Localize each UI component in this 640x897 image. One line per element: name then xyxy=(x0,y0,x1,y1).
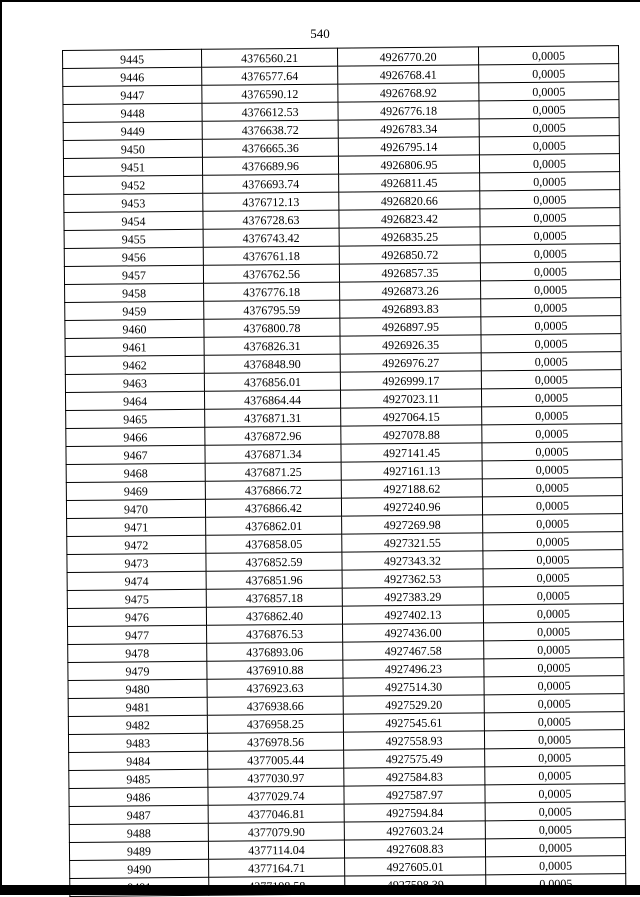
y-coordinate-cell: 4926770.20 xyxy=(337,47,478,66)
point-number-cell: 9459 xyxy=(65,301,204,320)
point-number-cell: 9469 xyxy=(66,481,205,500)
y-coordinate-cell: 4927608.83 xyxy=(344,839,485,858)
x-coordinate-cell: 4376762.56 xyxy=(203,264,339,283)
y-coordinate-cell: 4926783.34 xyxy=(338,119,479,138)
y-coordinate-cell: 4927269.98 xyxy=(342,515,483,534)
y-coordinate-cell: 4926850.72 xyxy=(339,245,480,264)
x-coordinate-cell: 4376893.06 xyxy=(207,642,343,661)
y-coordinate-cell: 4927064.15 xyxy=(341,407,482,426)
point-number-cell: 9485 xyxy=(69,769,208,788)
point-number-cell: 9468 xyxy=(66,463,205,482)
deviation-cell: 0,0005 xyxy=(485,784,625,803)
point-number-cell: 9473 xyxy=(67,553,206,572)
deviation-cell: 0,0005 xyxy=(482,424,622,443)
y-coordinate-cell: 4926893.83 xyxy=(340,299,481,318)
x-coordinate-cell: 4377079.90 xyxy=(208,822,344,841)
x-coordinate-cell: 4376826.31 xyxy=(204,336,340,355)
deviation-cell: 0,0005 xyxy=(484,658,624,677)
point-number-cell: 9472 xyxy=(67,535,206,554)
deviation-cell: 0,0005 xyxy=(479,82,619,101)
x-coordinate-cell: 4376689.96 xyxy=(202,156,338,175)
x-coordinate-cell: 4377164.71 xyxy=(209,858,345,877)
point-number-cell: 9463 xyxy=(65,373,204,392)
deviation-cell: 0,0005 xyxy=(485,820,625,839)
point-number-cell: 9491 xyxy=(70,877,209,896)
deviation-cell: 0,0005 xyxy=(482,496,622,515)
point-number-cell: 9488 xyxy=(69,823,208,842)
coordinates-table-body xyxy=(63,46,626,897)
x-coordinate-cell: 4376848.90 xyxy=(204,354,340,373)
point-number-cell: 9457 xyxy=(64,265,203,284)
x-coordinate-cell: 4376910.88 xyxy=(207,660,343,679)
deviation-cell: 0,0005 xyxy=(480,190,620,209)
point-number-cell: 9465 xyxy=(66,409,205,428)
deviation-cell: 0,0005 xyxy=(480,208,620,227)
x-coordinate-cell: 4376857.18 xyxy=(206,588,342,607)
y-coordinate-cell: 4927240.96 xyxy=(341,497,482,516)
point-number-cell: 9458 xyxy=(65,283,204,302)
x-coordinate-cell: 4376858.05 xyxy=(206,534,342,553)
coordinates-table-wrapper xyxy=(62,45,621,897)
x-coordinate-cell: 4376871.31 xyxy=(205,408,341,427)
y-coordinate-cell: 4927078.88 xyxy=(341,425,482,444)
point-number-cell: 9486 xyxy=(69,787,208,806)
deviation-cell: 0,0005 xyxy=(478,46,618,65)
y-coordinate-cell: 4927141.45 xyxy=(341,443,482,462)
point-number-cell: 9481 xyxy=(68,697,207,716)
point-number-cell: 9476 xyxy=(67,607,206,626)
point-number-cell: 9471 xyxy=(67,517,206,536)
point-number-cell: 9451 xyxy=(63,157,202,176)
x-coordinate-cell: 4376923.63 xyxy=(207,678,343,697)
x-coordinate-cell: 4376612.53 xyxy=(202,102,338,121)
deviation-cell: 0,0005 xyxy=(485,838,625,857)
point-number-cell: 9447 xyxy=(63,85,202,104)
point-number-cell: 9455 xyxy=(64,229,203,248)
x-coordinate-cell: 4377198.58 xyxy=(209,876,345,895)
x-coordinate-cell: 4377046.81 xyxy=(208,804,344,823)
y-coordinate-cell: 4926811.45 xyxy=(339,173,480,192)
deviation-cell: 0,0005 xyxy=(479,100,619,119)
deviation-cell: 0,0005 xyxy=(482,478,622,497)
point-number-cell: 9484 xyxy=(69,751,208,770)
coordinates-table xyxy=(62,45,626,897)
x-coordinate-cell: 4376862.01 xyxy=(206,516,342,535)
deviation-cell: 0,0005 xyxy=(480,172,620,191)
y-coordinate-cell: 4926926.35 xyxy=(340,335,481,354)
deviation-cell: 0,0005 xyxy=(481,316,621,335)
deviation-cell: 0,0005 xyxy=(483,532,623,551)
deviation-cell: 0,0005 xyxy=(479,154,619,173)
x-coordinate-cell: 4376665.36 xyxy=(202,138,338,157)
point-number-cell: 9474 xyxy=(67,571,206,590)
x-coordinate-cell: 4376590.12 xyxy=(202,84,338,103)
x-coordinate-cell: 4377005.44 xyxy=(208,750,344,769)
x-coordinate-cell: 4376852.59 xyxy=(206,552,342,571)
deviation-cell: 0,0005 xyxy=(484,640,624,659)
deviation-cell: 0,0005 xyxy=(481,334,621,353)
y-coordinate-cell: 4927436.00 xyxy=(343,623,484,642)
y-coordinate-cell: 4927529.20 xyxy=(343,695,484,714)
x-coordinate-cell: 4376761.18 xyxy=(203,246,339,265)
point-number-cell: 9480 xyxy=(68,679,207,698)
point-number-cell: 9460 xyxy=(65,319,204,338)
point-number-cell: 9462 xyxy=(65,355,204,374)
y-coordinate-cell: 4926795.14 xyxy=(338,137,479,156)
y-coordinate-cell: 4926873.26 xyxy=(340,281,481,300)
point-number-cell: 9477 xyxy=(68,625,207,644)
x-coordinate-cell: 4376776.18 xyxy=(204,282,340,301)
x-coordinate-cell: 4376872.96 xyxy=(205,426,341,445)
y-coordinate-cell: 4926776.18 xyxy=(338,101,479,120)
deviation-cell: 0,0005 xyxy=(480,262,620,281)
x-coordinate-cell: 4376693.74 xyxy=(203,174,339,193)
deviation-cell: 0,0005 xyxy=(482,460,622,479)
point-number-cell: 9487 xyxy=(69,805,208,824)
y-coordinate-cell: 4926857.35 xyxy=(339,263,480,282)
y-coordinate-cell: 4927594.84 xyxy=(344,803,485,822)
deviation-cell: 0,0005 xyxy=(484,622,624,641)
x-coordinate-cell: 4376958.25 xyxy=(207,714,343,733)
y-coordinate-cell: 4927514.30 xyxy=(343,677,484,696)
deviation-cell: 0,0005 xyxy=(481,280,621,299)
y-coordinate-cell: 4927603.24 xyxy=(344,821,485,840)
point-number-cell: 9482 xyxy=(68,715,207,734)
y-coordinate-cell: 4927383.29 xyxy=(342,587,483,606)
x-coordinate-cell: 4376866.42 xyxy=(205,498,341,517)
x-coordinate-cell: 4376800.78 xyxy=(204,318,340,337)
point-number-cell: 9470 xyxy=(66,499,205,518)
x-coordinate-cell: 4376978.56 xyxy=(207,732,343,751)
scan-border-left xyxy=(0,0,2,895)
point-number-cell: 9448 xyxy=(63,103,202,122)
y-coordinate-cell: 4927558.93 xyxy=(343,731,484,750)
y-coordinate-cell: 4926768.92 xyxy=(338,83,479,102)
point-number-cell: 9454 xyxy=(64,211,203,230)
point-number-cell: 9461 xyxy=(65,337,204,356)
deviation-cell: 0,0005 xyxy=(483,568,623,587)
point-number-cell: 9479 xyxy=(68,661,207,680)
y-coordinate-cell: 4927161.13 xyxy=(341,461,482,480)
deviation-cell: 0,0005 xyxy=(485,802,625,821)
y-coordinate-cell: 4926820.66 xyxy=(339,191,480,210)
deviation-cell: 0,0005 xyxy=(485,748,625,767)
x-coordinate-cell: 4376743.42 xyxy=(203,228,339,247)
y-coordinate-cell: 4927362.53 xyxy=(342,569,483,588)
deviation-cell: 0,0005 xyxy=(483,514,623,533)
y-coordinate-cell: 4927545.61 xyxy=(343,713,484,732)
y-coordinate-cell: 4927587.97 xyxy=(344,785,485,804)
y-coordinate-cell: 4927321.55 xyxy=(342,533,483,552)
deviation-cell: 0,0005 xyxy=(484,676,624,695)
y-coordinate-cell: 4926976.27 xyxy=(340,353,481,372)
y-coordinate-cell: 4926897.95 xyxy=(340,317,481,336)
x-coordinate-cell: 4376876.53 xyxy=(207,624,343,643)
deviation-cell: 0,0005 xyxy=(484,694,624,713)
y-coordinate-cell: 4927575.49 xyxy=(344,749,485,768)
x-coordinate-cell: 4376862.40 xyxy=(206,606,342,625)
point-number-cell: 9445 xyxy=(63,49,202,68)
point-number-cell: 9450 xyxy=(63,139,202,158)
y-coordinate-cell: 4926806.95 xyxy=(338,155,479,174)
y-coordinate-cell: 4927496.23 xyxy=(343,659,484,678)
deviation-cell: 0,0005 xyxy=(482,442,622,461)
point-number-cell: 9467 xyxy=(66,445,205,464)
y-coordinate-cell: 4926835.25 xyxy=(339,227,480,246)
page-number: 540 xyxy=(310,26,330,41)
x-coordinate-cell: 4376638.72 xyxy=(202,120,338,139)
x-coordinate-cell: 4376851.96 xyxy=(206,570,342,589)
x-coordinate-cell: 4377029.74 xyxy=(208,786,344,805)
point-number-cell: 9475 xyxy=(67,589,206,608)
y-coordinate-cell: 4927598.39 xyxy=(345,875,486,894)
y-coordinate-cell: 4927402.13 xyxy=(342,605,483,624)
deviation-cell: 0,0005 xyxy=(483,604,623,623)
x-coordinate-cell: 4377114.04 xyxy=(208,840,344,859)
deviation-cell: 0,0005 xyxy=(484,730,624,749)
y-coordinate-cell: 4927605.01 xyxy=(345,857,486,876)
x-coordinate-cell: 4376560.21 xyxy=(201,48,337,67)
point-number-cell: 9489 xyxy=(69,841,208,860)
point-number-cell: 9452 xyxy=(64,175,203,194)
x-coordinate-cell: 4376795.59 xyxy=(204,300,340,319)
x-coordinate-cell: 4376864.44 xyxy=(204,390,340,409)
deviation-cell: 0,0005 xyxy=(483,586,623,605)
x-coordinate-cell: 4376938.66 xyxy=(207,696,343,715)
y-coordinate-cell: 4926768.41 xyxy=(338,65,479,84)
deviation-cell: 0,0005 xyxy=(480,226,620,245)
deviation-cell: 0,0005 xyxy=(485,766,625,785)
deviation-cell: 0,0005 xyxy=(481,298,621,317)
point-number-cell: 9453 xyxy=(64,193,203,212)
point-number-cell: 9449 xyxy=(63,121,202,140)
y-coordinate-cell: 4926823.42 xyxy=(339,209,480,228)
deviation-cell: 0,0005 xyxy=(479,118,619,137)
deviation-cell: 0,0005 xyxy=(486,856,626,875)
deviation-cell: 0,0005 xyxy=(480,244,620,263)
x-coordinate-cell: 4376866.72 xyxy=(205,480,341,499)
deviation-cell: 0,0005 xyxy=(479,136,619,155)
x-coordinate-cell: 4376871.25 xyxy=(205,462,341,481)
point-number-cell: 9478 xyxy=(68,643,207,662)
point-number-cell: 9483 xyxy=(68,733,207,752)
point-number-cell: 9464 xyxy=(65,391,204,410)
y-coordinate-cell: 4927467.58 xyxy=(343,641,484,660)
point-number-cell: 9456 xyxy=(64,247,203,266)
deviation-cell: 0,0005 xyxy=(483,550,623,569)
x-coordinate-cell: 4376728.63 xyxy=(203,210,339,229)
y-coordinate-cell: 4926999.17 xyxy=(340,371,481,390)
deviation-cell: 0,0005 xyxy=(484,712,624,731)
x-coordinate-cell: 4377030.97 xyxy=(208,768,344,787)
point-number-cell: 9446 xyxy=(63,67,202,86)
deviation-cell: 0,0005 xyxy=(482,406,622,425)
point-number-cell: 9490 xyxy=(70,859,209,878)
scan-border-top xyxy=(0,0,640,2)
deviation-cell: 0,0005 xyxy=(481,370,621,389)
deviation-cell: 0,0005 xyxy=(479,64,619,83)
y-coordinate-cell: 4927188.62 xyxy=(341,479,482,498)
deviation-cell: 0,0005 xyxy=(481,388,621,407)
x-coordinate-cell: 4376577.64 xyxy=(202,66,338,85)
point-number-cell: 9466 xyxy=(66,427,205,446)
y-coordinate-cell: 4927584.83 xyxy=(344,767,485,786)
y-coordinate-cell: 4927023.11 xyxy=(340,389,481,408)
deviation-cell: 0,0005 xyxy=(481,352,621,371)
deviation-cell: 0,0005 xyxy=(486,874,626,893)
x-coordinate-cell: 4376856.01 xyxy=(204,372,340,391)
x-coordinate-cell: 4376712.13 xyxy=(203,192,339,211)
x-coordinate-cell: 4376871.34 xyxy=(205,444,341,463)
y-coordinate-cell: 4927343.32 xyxy=(342,551,483,570)
